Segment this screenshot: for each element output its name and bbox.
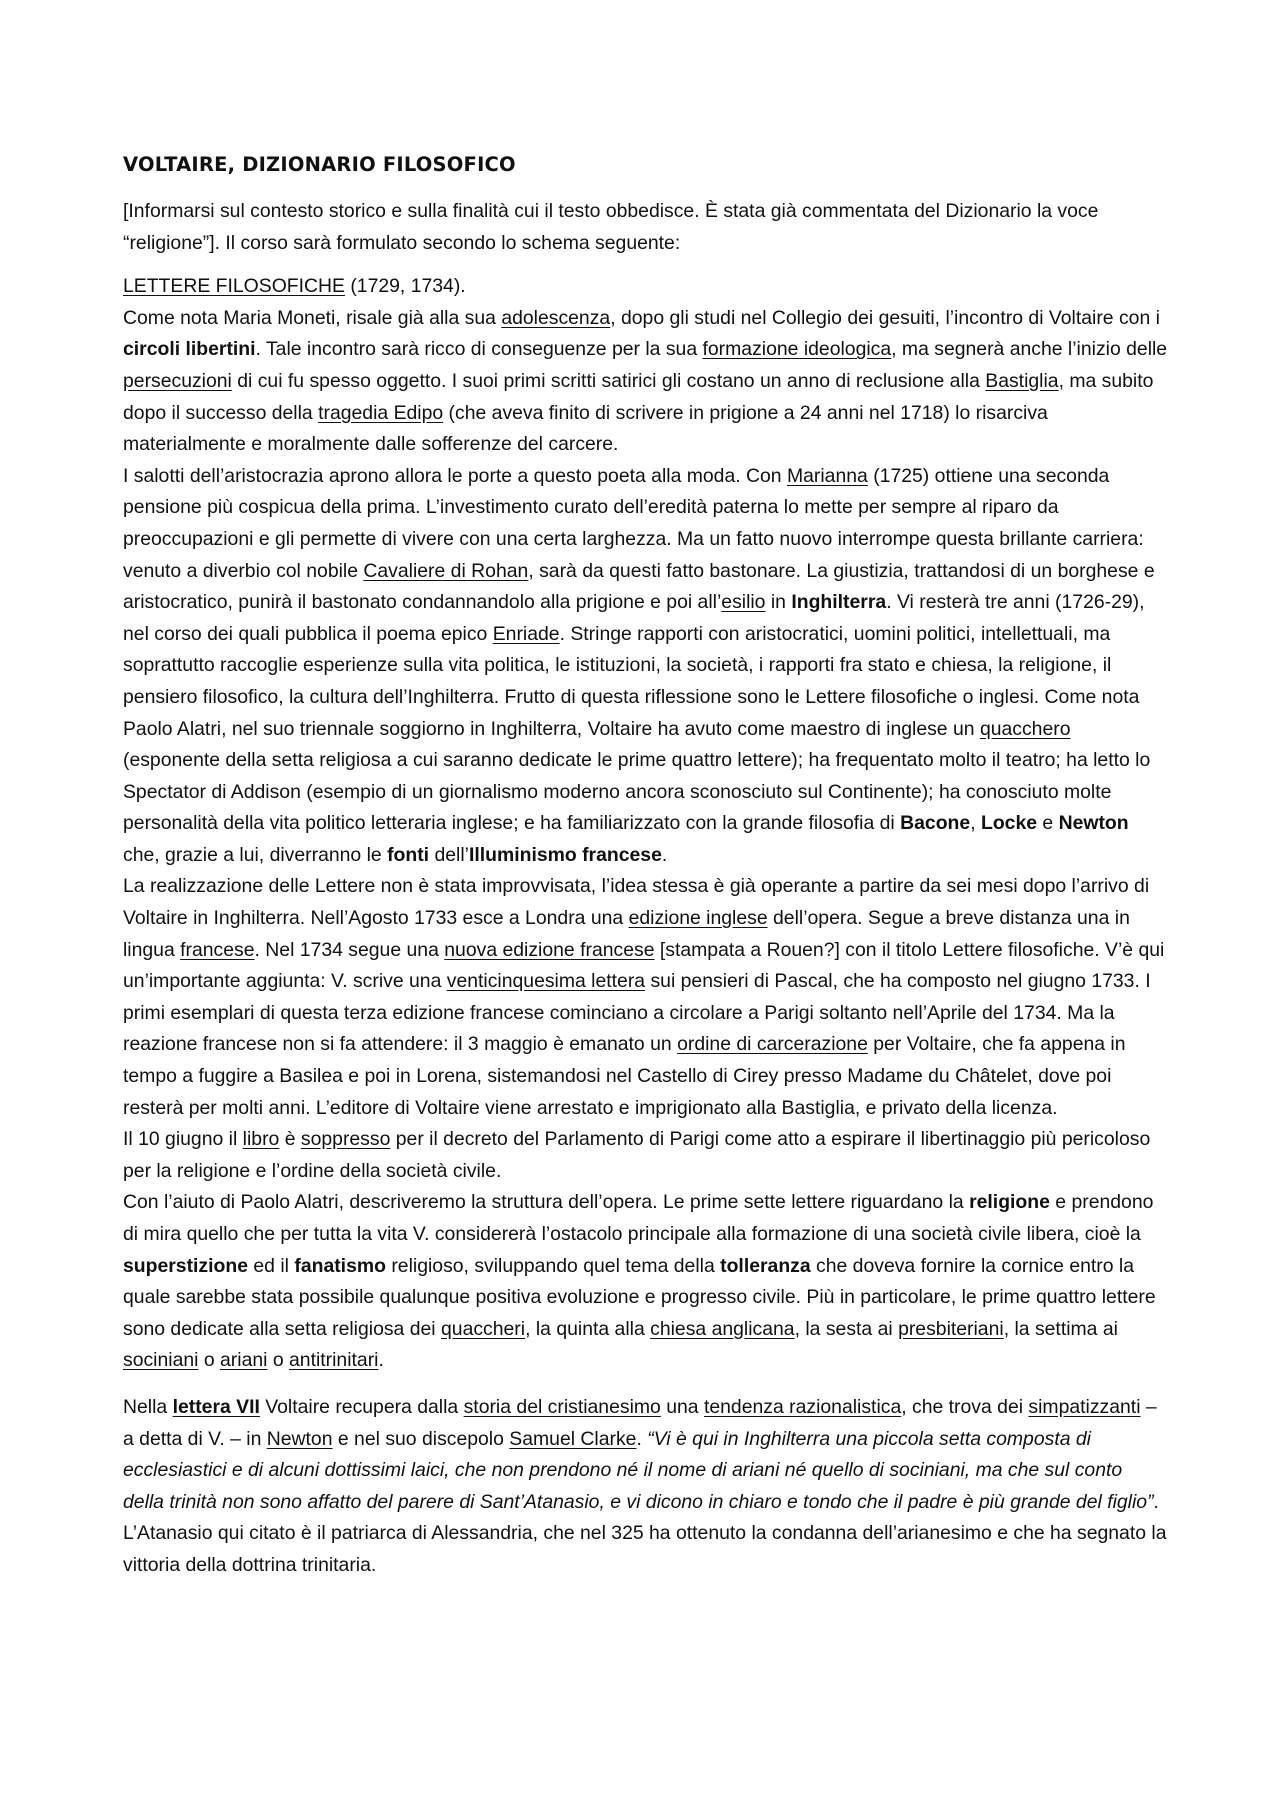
text-emphasis: nuova edizione francese bbox=[444, 938, 655, 961]
text-run: [stampata a Rouen?] con il titolo Lettere filosofiche. V’è qui un’importante aggiunta: V. scrive una bbox=[123, 938, 1165, 993]
text-run: , la settima ai bbox=[1003, 1317, 1118, 1340]
text-run: Con l’aiuto di Paolo Alatri, descriveremo la struttura dell’opera. Le prime sette lettere riguardano la bbox=[123, 1191, 970, 1214]
text-run: religioso, sviluppando quel tema della bbox=[385, 1254, 721, 1277]
text-emphasis: ariani bbox=[220, 1349, 268, 1372]
text-run: (1725) ottiene una seconda pensione più cospicua della prima. L’investimento curato dell’eredità paterna lo mette per sempre al riparo da preoccupazioni e gli permette di vivere con una certa larghezza. Ma un fatto nuovo interrompe questa brillante carriera: venuto a diverbio col nobile bbox=[123, 464, 1144, 582]
text-run: Il 10 giugno il bbox=[123, 1128, 243, 1151]
text-run: dell’ bbox=[429, 843, 469, 866]
intro-paragraph: [Informarsi sul contesto storico e sulla finalità cui il testo obbedisce. È stata già commentata del Dizionario la voce “religione”]. Il corso sarà formulato secondo lo schema seguente: bbox=[123, 200, 1099, 254]
text-emphasis: tolleranza bbox=[720, 1254, 811, 1277]
text-emphasis: lettera VII bbox=[172, 1395, 260, 1418]
text-emphasis: antitrinitari bbox=[289, 1349, 379, 1372]
text-run: e prendono di mira quello che per tutta la vita V. considererà l’ostacolo principale alla formazione di una società civile libera, cioè la bbox=[123, 1191, 1154, 1245]
text-run: (che aveva finito di scrivere in prigione a 24 anni nel 1718) lo risarciva materialmente e moralmente dalle sofferenze del carcere. bbox=[123, 401, 1048, 456]
text-run: I salotti dell’aristocrazia aprono allora le porte a questo poeta alla moda. Con bbox=[123, 464, 787, 487]
text-run: Come nota Maria Moneti, risale già alla sua bbox=[123, 306, 502, 329]
text-emphasis: storia del cristianesimo bbox=[463, 1395, 661, 1418]
text-emphasis: religione bbox=[969, 1191, 1050, 1214]
text-run: . Nel 1734 segue una bbox=[254, 938, 445, 961]
text-emphasis: Illuminismo francese bbox=[468, 843, 662, 866]
text-emphasis: Samuel Clarke bbox=[509, 1427, 637, 1450]
document-page bbox=[123, 150, 1168, 1582]
text-emphasis: francese bbox=[180, 938, 255, 961]
section-heading-line bbox=[123, 271, 1168, 303]
paragraph bbox=[123, 461, 1168, 872]
text-run: (esponente della setta religiosa a cui saranno dedicate le prime quattro lettere); ha frequentato molto il teatro; ha letto lo Spectator di Addison (esempio di un giornalismo moderno ancora sconosciuto sul Continente); ha conosciuto molte personalità della vita politico letteraria inglese; e ha familiarizzato con la grande filosofia di bbox=[123, 749, 1151, 835]
text-run: , dopo gli studi nel Collegio dei gesuiti, l’incontro di Voltaire con i bbox=[610, 306, 1160, 329]
text-emphasis: Bastiglia bbox=[985, 369, 1059, 392]
text-emphasis: presbiteriani bbox=[898, 1317, 1004, 1340]
text-emphasis: Locke bbox=[980, 812, 1038, 835]
text-emphasis: edizione inglese bbox=[628, 907, 768, 930]
text-run: , ma segnerà anche l’inizio delle bbox=[891, 338, 1168, 361]
text-run: per il decreto del Parlamento di Parigi come atto a espirare il libertinaggio più pericoloso per la religione e l’ordine della società civile. bbox=[123, 1128, 1151, 1182]
text-run: Nella bbox=[123, 1395, 173, 1418]
paragraph bbox=[123, 871, 1168, 1124]
text-emphasis: Marianna bbox=[786, 464, 868, 487]
text-emphasis: Newton bbox=[1058, 812, 1129, 835]
text-run: in bbox=[765, 591, 792, 614]
text-run: che, grazie a lui, diverranno le bbox=[123, 843, 388, 866]
text-run: è bbox=[279, 1128, 301, 1151]
text-run: . Tale incontro sarà ricco di conseguenze per la sua bbox=[255, 338, 703, 361]
text-emphasis: tragedia Edipo bbox=[318, 401, 444, 424]
paragraph bbox=[123, 1124, 1168, 1187]
text-run: . bbox=[378, 1349, 384, 1372]
text-run: dell’opera. Segue a breve distanza una in lingua bbox=[123, 907, 1130, 961]
text-run: . Stringe rapporti con aristocratici, uomini politici, intellettuali, ma soprattutto raccoglie esperienze sulla vita politica, le istituzioni, la società, i rapporti fra stato e chiesa, la religione, il pensiero filosofico, la cultura dell’Inghilterra. Frutto di questa riflessione sono le Lettere filosofiche o inglesi. Come nota Paolo Alatri, nel suo triennale soggiorno in Inghilterra, Voltaire ha avuto come maestro di inglese un bbox=[123, 622, 1140, 740]
text-emphasis: soppresso bbox=[300, 1128, 391, 1151]
text-emphasis: Cavaliere di Rohan bbox=[363, 559, 529, 582]
text-emphasis: venticinquesima lettera bbox=[446, 970, 646, 993]
text-emphasis: quaccheri bbox=[441, 1317, 526, 1340]
text-emphasis: chiesa anglicana bbox=[650, 1317, 795, 1340]
text-run: . Vi resterà tre anni (1726-29), nel corso dei quali pubblica il poema epico bbox=[123, 591, 1145, 645]
text-run: , la quinta alla bbox=[525, 1317, 651, 1340]
text-run: , bbox=[970, 812, 981, 835]
text-emphasis: Enriade bbox=[492, 622, 560, 645]
text-run: Voltaire recupera dalla bbox=[259, 1395, 464, 1418]
paragraph bbox=[123, 303, 1168, 461]
text-run: . bbox=[661, 843, 668, 866]
text-emphasis: adolescenza bbox=[501, 306, 611, 329]
text-emphasis: Bacone bbox=[900, 812, 971, 835]
text-run: . L’Atanasio qui citato è il patriarca di Alessandria, che nel 325 ha ottenuto la condanna dell’arianesimo e che ha segnato la vittoria della dottrina trinitaria. bbox=[123, 1490, 1167, 1576]
text-emphasis: circoli libertini bbox=[123, 338, 256, 361]
text-emphasis: formazione ideologica bbox=[702, 338, 892, 361]
text-run: una bbox=[660, 1395, 704, 1418]
text-run: , ma subito dopo il successo della bbox=[123, 369, 1154, 424]
paragraph bbox=[123, 1187, 1168, 1377]
section-heading: LETTERE FILOSOFICHE bbox=[123, 275, 345, 298]
text-emphasis: fonti bbox=[387, 843, 430, 866]
text-emphasis: Newton bbox=[266, 1427, 333, 1450]
text-emphasis: persecuzioni bbox=[123, 369, 232, 392]
text-run: di cui fu spesso oggetto. I suoi primi scritti satirici gli costano un anno di reclusione alla bbox=[231, 369, 986, 392]
text-run: per Voltaire, che fa appena in tempo a fuggire a Basilea e poi in Lorena, sistemandosi nel Castello di Cirey presso Madame du Châtelet, dove poi resterà per molti anni. L’editore di Voltaire viene arrestato e imprigionato alla Bastiglia, e privato della licenza. bbox=[123, 1033, 1126, 1119]
text-emphasis: quacchero bbox=[979, 717, 1071, 740]
text-run: e nel suo discepolo bbox=[332, 1427, 510, 1450]
text-emphasis: libro bbox=[242, 1128, 280, 1151]
paragraph bbox=[123, 1392, 1168, 1582]
text-emphasis: “Vi è qui in Inghilterra una piccola setta composta di ecclesiastici e di alcuni dottissimi laici, che non prendono né il nome di ariani né quello di sociniani, ma che sul conto della trinità non sono affatto del parere di Sant’Atanasio, e vi dicono in chiaro e tondo che il padre è più grande del figlio” bbox=[123, 1427, 1154, 1513]
document-title: VOLTAIRE, DIZIONARIO FILOSOFICO bbox=[123, 153, 516, 176]
text-run: , sarà da questi fatto bastonare. La giustizia, trattandosi di un borghese e aristocratico, punirà il bastonato condannandolo alla prigione e poi all’ bbox=[123, 559, 1155, 614]
text-run: che doveva fornire la cornice entro la quale sarebbe stata possibile qualunque positiva evoluzione e progresso civile. Più in particolare, le prime quattro lettere sono dedicate alla setta religiosa dei bbox=[123, 1254, 1156, 1340]
text-run: La realizzazione delle Lettere non è stata improvvisata, l’idea stessa è già operante a partire da sei mesi dopo l’arrivo di Voltaire in Inghilterra. Nell’Agosto 1733 esce a Londra una bbox=[123, 875, 1150, 930]
text-run: o bbox=[198, 1349, 221, 1372]
text-emphasis: sociniani bbox=[123, 1349, 199, 1372]
text-run: , che trova dei bbox=[901, 1395, 1029, 1418]
text-emphasis: esilio bbox=[721, 591, 766, 614]
text-run: . bbox=[636, 1427, 648, 1450]
text-emphasis: superstizione bbox=[123, 1254, 248, 1277]
text-emphasis: ordine di carcerazione bbox=[677, 1033, 868, 1056]
text-run: ed il bbox=[248, 1254, 295, 1277]
text-emphasis: fanatismo bbox=[294, 1254, 386, 1277]
text-run: e bbox=[1037, 812, 1059, 835]
text-run: sui pensieri di Pascal, che ha composto nel giugno 1733. I primi esemplari di questa terza edizione francese cominciano a circolare a Parigi soltanto nell’Aprile del 1734. Ma la reazione francese non si fa attendere: il 3 maggio è emanato un bbox=[123, 970, 1151, 1056]
text-run: o bbox=[267, 1349, 290, 1372]
text-run: , la sesta ai bbox=[794, 1317, 899, 1340]
text-run: – a detta di V. – in bbox=[123, 1395, 1157, 1450]
text-emphasis: Inghilterra bbox=[791, 591, 887, 614]
section-dates: (1729, 1734). bbox=[344, 275, 466, 298]
text-emphasis: tendenza razionalistica bbox=[703, 1395, 902, 1418]
text-emphasis: simpatizzanti bbox=[1028, 1395, 1141, 1418]
